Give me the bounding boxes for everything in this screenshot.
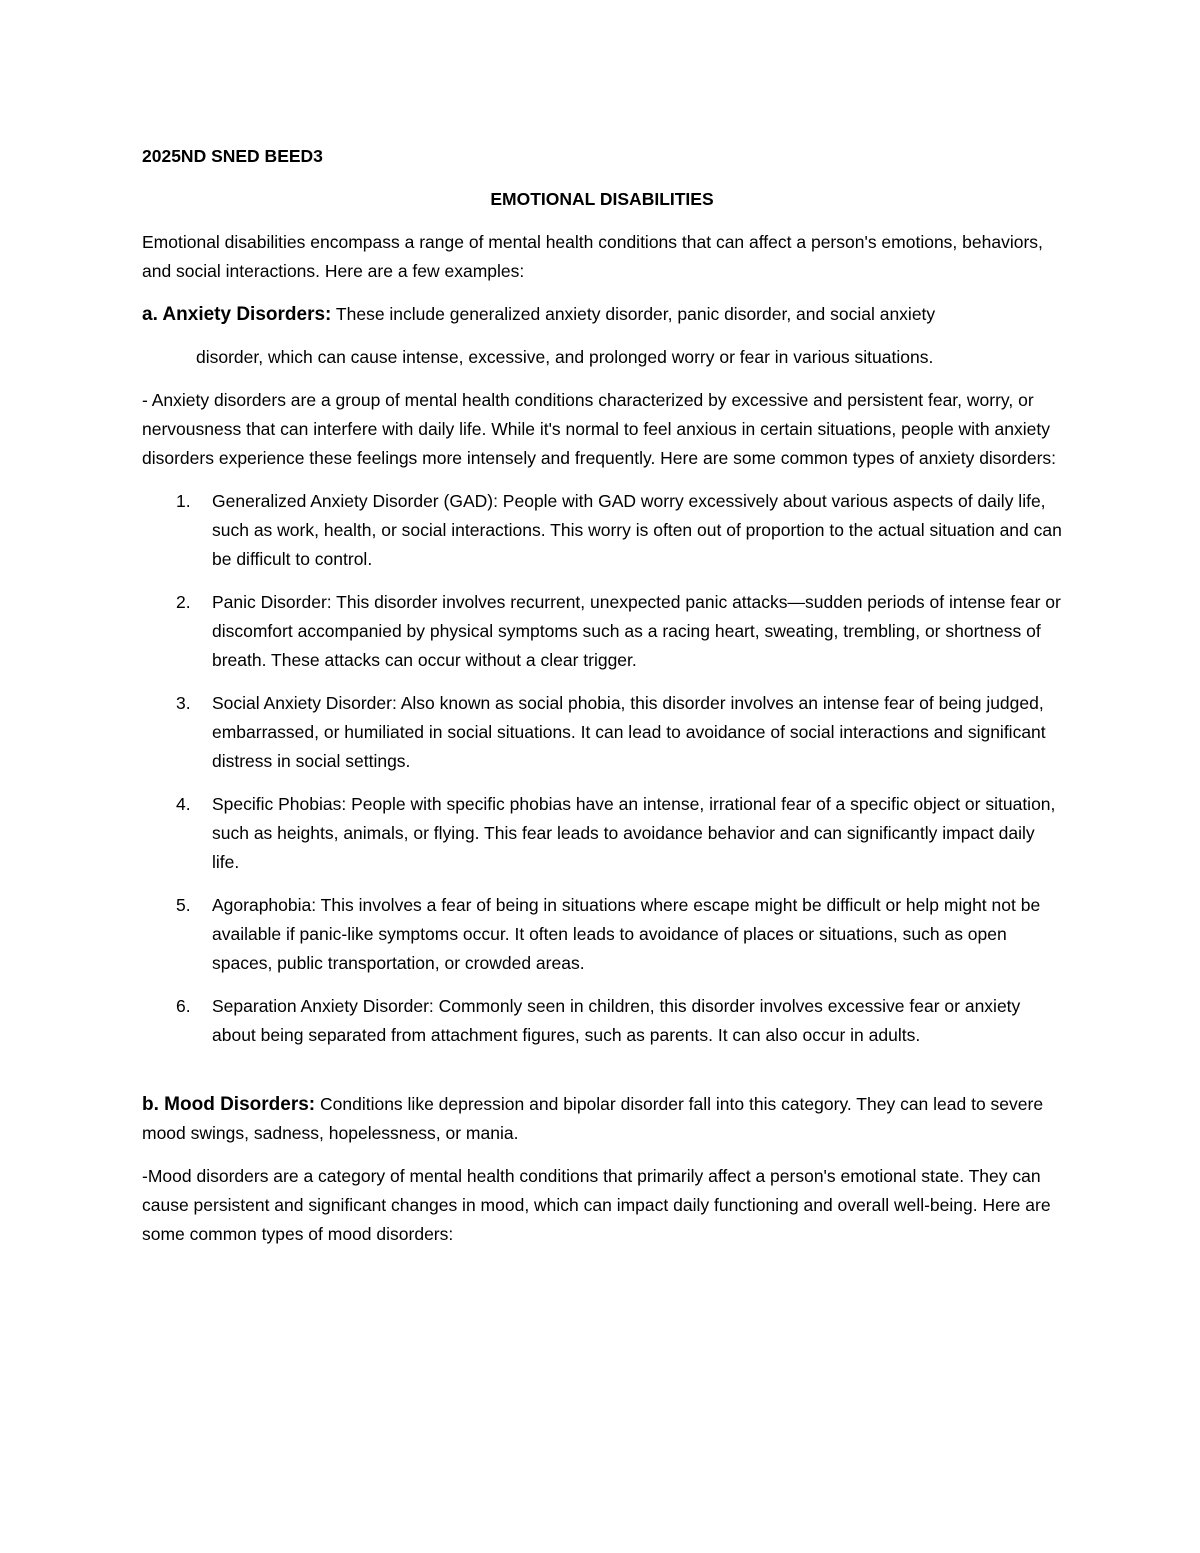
list-number: 5. [176, 895, 191, 915]
course-code: 2025ND SNED BEED3 [142, 146, 323, 166]
list-item [142, 588, 1062, 675]
intro-paragraph: Emotional disabilities encompass a range of mental health conditions that can affect a person's emotions, behaviors, and social interactions. Here are a few examples: [142, 232, 1043, 281]
list-number: 1. [176, 491, 191, 511]
section-b-label: b. Mood Disorders: [142, 1094, 316, 1115]
section-a-continuation: disorder, which can cause intense, excessive, and prolonged worry or fear in various situations. [196, 347, 934, 367]
anxiety-types-list [142, 487, 1062, 1050]
list-item [142, 790, 1062, 877]
section-a-description: - Anxiety disorders are a group of mental health conditions characterized by excessive and persistent fear, worry, or nervousness that can interfere with daily life. While it's normal to feel anxious in certain situations, people with anxiety disorders experience these feelings more intensely and frequently. Here are some common types of anxiety disorders: [142, 390, 1057, 468]
section-a-label: a. Anxiety Disorders: [142, 304, 332, 325]
list-number: 6. [176, 996, 191, 1016]
list-item [142, 891, 1062, 978]
section-b-heading [142, 1090, 1062, 1148]
document-body [142, 142, 1062, 1249]
list-number: 3. [176, 693, 191, 713]
list-text: Panic Disorder: This disorder involves recurrent, unexpected panic attacks—sudden periods of intense fear or discomfort accompanied by physical symptoms such as a racing heart, sweating, trembling, or shortness of breath. These attacks can occur without a clear trigger. [212, 592, 1061, 670]
section-b-text: Conditions like depression and bipolar disorder fall into this category. They can lead to severe mood swings, sadness, hopelessness, or mania. [142, 1094, 1044, 1143]
list-item [142, 689, 1062, 776]
section-a-heading [142, 300, 1062, 329]
list-text: Separation Anxiety Disorder: Commonly seen in children, this disorder involves excessive fear or anxiety about being separated from attachment figures, such as parents. It can also occur in adults. [212, 996, 1021, 1045]
list-number: 4. [176, 794, 191, 814]
list-number: 2. [176, 592, 191, 612]
list-item [142, 992, 1062, 1050]
list-text: Generalized Anxiety Disorder (GAD): People with GAD worry excessively about various aspects of daily life, such as work, health, or social interactions. This worry is often out of proportion to the actual situation and can be difficult to control. [212, 491, 1062, 569]
list-text: Social Anxiety Disorder: Also known as social phobia, this disorder involves an intense fear of being judged, embarrassed, or humiliated in social situations. It can lead to avoidance of social interactions and significant distress in social settings. [212, 693, 1046, 771]
document-title: EMOTIONAL DISABILITIES [490, 189, 714, 209]
section-a-text: These include generalized anxiety disorder, panic disorder, and social anxiety [331, 304, 936, 324]
list-text: Specific Phobias: People with specific phobias have an intense, irrational fear of a specific object or situation, such as heights, animals, or flying. This fear leads to avoidance behavior and can significantly impact daily life. [212, 794, 1056, 872]
section-b-description: -Mood disorders are a category of mental health conditions that primarily affect a person's emotional state. They can cause persistent and significant changes in mood, which can impact daily functioning and overall well-being. Here are some common types of mood disorders: [142, 1166, 1051, 1244]
list-item [142, 487, 1062, 574]
list-text: Agoraphobia: This involves a fear of being in situations where escape might be difficult or help might not be available if panic-like symptoms occur. It often leads to avoidance of places or situations, such as open spaces, public transportation, or crowded areas. [212, 895, 1041, 973]
